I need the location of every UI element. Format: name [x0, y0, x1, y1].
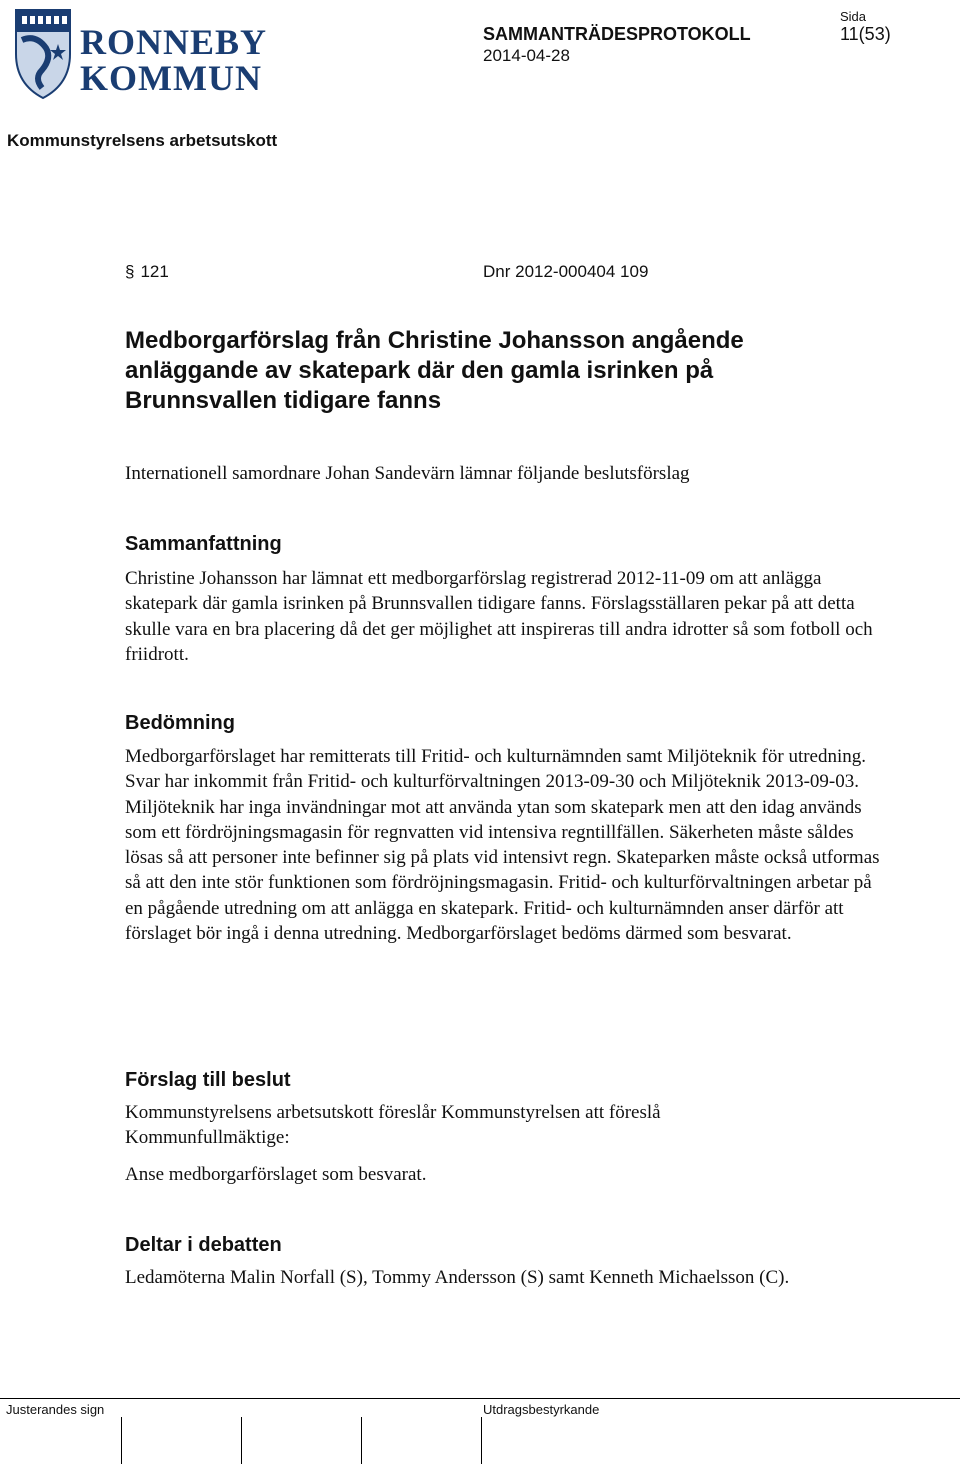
heading-deltar-i-debatten: Deltar i debatten [125, 1234, 282, 1256]
ronneby-kommun-logo [12, 4, 272, 104]
signature-box-divider [361, 1417, 362, 1464]
heading-sammanfattning: Sammanfattning [125, 533, 282, 555]
text-bedomning: Medborgarförslaget har remitterats till Fritid- och kulturnämnden samt Miljöteknik för utredning. Svar har inkommit från Fritid- och kulturförvaltningen 2013-09-30 och Miljöteknik 2013-09-03. Miljöteknik har inga invändningar mot att använda ytan som skatepark men att den idag används som ett fördröjningsmagasin för regnvatten vid intensiva regntillfällen. Säkerheten måste såldes lösas så att personer inte befinner sig på plats vid intensivt regn. Skateparken måste också utformas så att den inte stör funktionen som fördröjningsmagasin. Fritid- och kulturförvaltningen arbetar på en pågående utredning om att anlägga en skatepark. Fritid- och kulturnämnden anser därför att förslaget bör ingå i denna utredning. Medborgarförslaget bedöms därmed som besvarat. [125, 746, 880, 945]
signature-footer [0, 1398, 960, 1464]
page-label: Sida [840, 9, 867, 24]
paragraph-number-value: 121 [140, 262, 169, 281]
page-number: 11(53) [840, 24, 891, 44]
heading-forslag-till-beslut: Förslag till beslut [125, 1069, 291, 1091]
paragraph-number [125, 262, 169, 282]
document-date: 2014-04-28 [483, 46, 570, 65]
signature-box-divider [121, 1417, 122, 1464]
document-type: SAMMANTRÄDESPROTOKOLL [483, 24, 751, 44]
signature-box-divider [241, 1417, 242, 1464]
logo-text-line2: KOMMUN [80, 58, 262, 98]
intro-text: Internationell samordnare Johan Sandevärn lämnar följande beslutsförslag [125, 463, 690, 484]
text-decision: Anse medborgarförslaget som besvarat. [125, 1164, 427, 1185]
footer-sign-label: Justerandes sign [6, 1402, 105, 1417]
heading-bedomning: Bedömning [125, 712, 235, 734]
footer-extract-label: Utdragsbestyrkande [483, 1402, 600, 1417]
text-deltar: Ledamöterna Malin Norfall (S), Tommy Andersson (S) samt Kenneth Michaelsson (C). [125, 1267, 790, 1288]
signature-box-divider [481, 1417, 482, 1464]
committee-name: Kommunstyrelsens arbetsutskott [7, 131, 278, 150]
diary-number: Dnr 2012-000404 109 [483, 262, 649, 281]
logo-text-line1: RONNEBY [80, 22, 268, 62]
municipal-shield-icon [12, 4, 74, 100]
text-sammanfattning: Christine Johansson har lämnat ett medborgarförslag registrerad 2012-11-09 om att anlägga skatepark där gamla isrinken på Brunnsvallen tidigare fanns. Förslagsställaren pekar på att detta skulle vara en bra placering då det ger möjlighet att inspireras till andra idrotter så som fotboll och friidrott. [125, 568, 873, 665]
text-forslag: Kommunstyrelsens arbetsutskott föreslår Kommunstyrelsen att föreslå Kommunfullmäktige: [125, 1102, 661, 1149]
case-title: Medborgarförslag från Christine Johansson angående anläggande av skatepark där den gamla isrinken på Brunnsvallen tidigare fanns [125, 327, 744, 414]
paragraph-symbol: § [125, 262, 135, 281]
